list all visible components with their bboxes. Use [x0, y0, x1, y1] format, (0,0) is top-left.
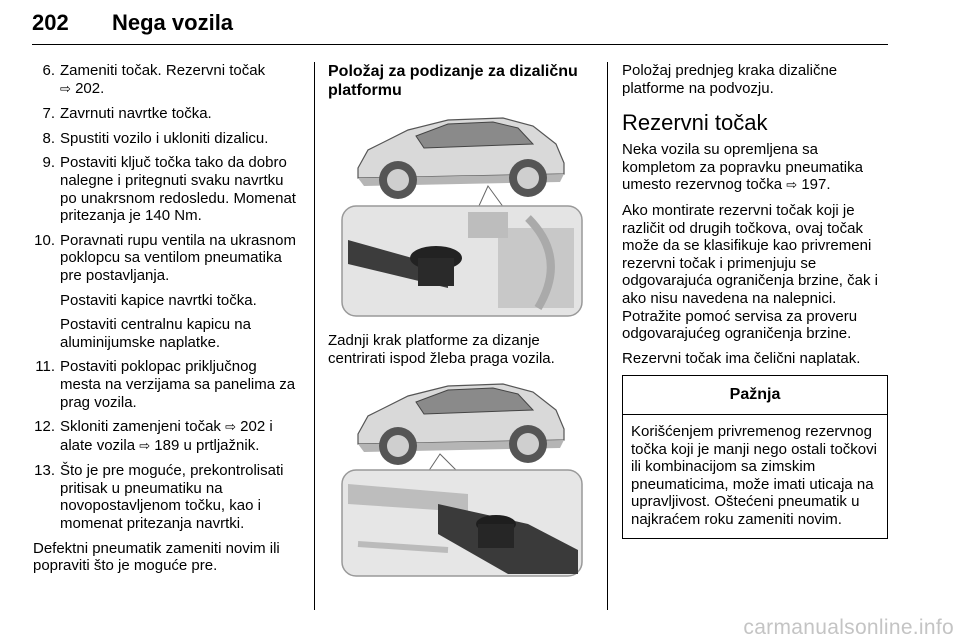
car-side-view-icon: [358, 384, 564, 465]
page-number: 202: [32, 10, 69, 35]
closing-paragraph: Defektni pneumatik zameniti novim ili popraviti što je moguće pre.: [33, 539, 280, 575]
spare-wheel-heading: Rezervni točak: [622, 110, 768, 136]
step-list: [33, 62, 301, 533]
step-item: 12. Skloniti zamenjeni točak ⇨ 202 i alate vozila ⇨ 189 u prtljažnik.: [34, 418, 273, 454]
lift-points-heading: Položaj za podizanje za dizaličnu platformu: [328, 63, 578, 99]
front-lift-caption: Položaj prednjeg kraka dizalične platforme na podvozju.: [622, 62, 838, 97]
step-sub-text: Postaviti kapice navrtki točka.: [60, 291, 257, 309]
step-item: 11. Postaviti poklopac priključnog mesta na verzijama sa panelima za prag vozila.: [35, 358, 296, 411]
figure-caption: Zadnji krak platforme za dizanje centrirati ispod žleba praga vozila.: [328, 332, 555, 367]
rear-lift-point-figure: [328, 108, 590, 318]
page-reference-arrow-icon: ⇨: [225, 420, 236, 436]
page-reference-arrow-icon: ⇨: [786, 178, 798, 194]
step-item: 10. Poravnati rupu ventila na ukrasnom poklopcu sa ventilom pneumatika pre postavljanja. Postaviti kapice navrtki točka. Postaviti centralnu kapicu na aluminijumske naplatke.: [33, 232, 301, 352]
page-reference-arrow-icon: ⇨: [139, 438, 151, 454]
section-title: Nega vozila: [112, 10, 234, 35]
column-divider-right: [607, 62, 608, 610]
page-reference-arrow-icon: ⇨: [60, 81, 71, 97]
column-right: [622, 62, 888, 539]
spare-wheel-paragraph: Rezervni točak ima čelični naplatak.: [622, 349, 861, 367]
notice-box: [622, 375, 888, 539]
page-header: [32, 4, 888, 45]
column-left: [33, 62, 301, 582]
notice-body: Korišćenjem privremenog rezervnog točka koji je manji nego ostali točkovi ili kombinacijom sa zimskim pneumaticima, može imati uticaja na upravljivost. Oštećeni pneumatik u najkraćem roku zameniti novim.: [631, 422, 877, 528]
spare-wheel-paragraph: Neka vozila su opremljena sa kompletom za popravku pneumatika umesto rezervnog točka ⇨ 197.: [622, 141, 863, 194]
column-middle: [328, 62, 590, 579]
spare-wheel-paragraph: Ako montirate rezervni točak koji je različit od drugih točkova, ovaj točak može da se klasifikuje kao privremeni rezervni točak i primenjuju se odgovarajuća ograničenja brzine, čak i ako nisu navedena na nalepnici. Potražite pomoć servisa za proveru odgovarajućeg ograničenja brzine.: [622, 201, 878, 343]
step-item: 9. Postaviti ključ točka tako da dobro nalegne i pritegnuti svaku navrtku po unakrsnom redosledu. Momenat pritezanja je 140 Nm.: [42, 154, 296, 225]
lift-arm-detail-icon: [342, 470, 582, 576]
step-item: 7. Zavrnuti navrtke točka.: [42, 105, 212, 123]
step-item: 13. Što je pre moguće, prekontrolisati pritisak u pneumatiku na novopostavljenom točku, kao i momenat pritezanja navrtki.: [34, 462, 284, 533]
car-side-view-icon: [358, 118, 564, 199]
page-reference[interactable]: 202: [240, 418, 266, 436]
page-reference[interactable]: 202: [75, 79, 101, 97]
step-item: 8. Spustiti vozilo i ukloniti dizalicu.: [42, 129, 269, 147]
notice-title: Pažnja: [623, 376, 887, 415]
page-reference[interactable]: 189: [154, 436, 180, 454]
column-divider-left: [314, 62, 315, 610]
lift-arm-detail-icon: [342, 206, 582, 316]
page-reference[interactable]: 197: [801, 176, 827, 194]
watermark: carmanualsonline.info: [743, 616, 954, 639]
step-item: 6. Zameniti točak. Rezervni točak ⇨ 202.: [42, 62, 266, 97]
step-sub-text: Postaviti centralnu kapicu na aluminijumske naplatke.: [60, 316, 251, 351]
front-lift-point-figure: [328, 374, 590, 579]
